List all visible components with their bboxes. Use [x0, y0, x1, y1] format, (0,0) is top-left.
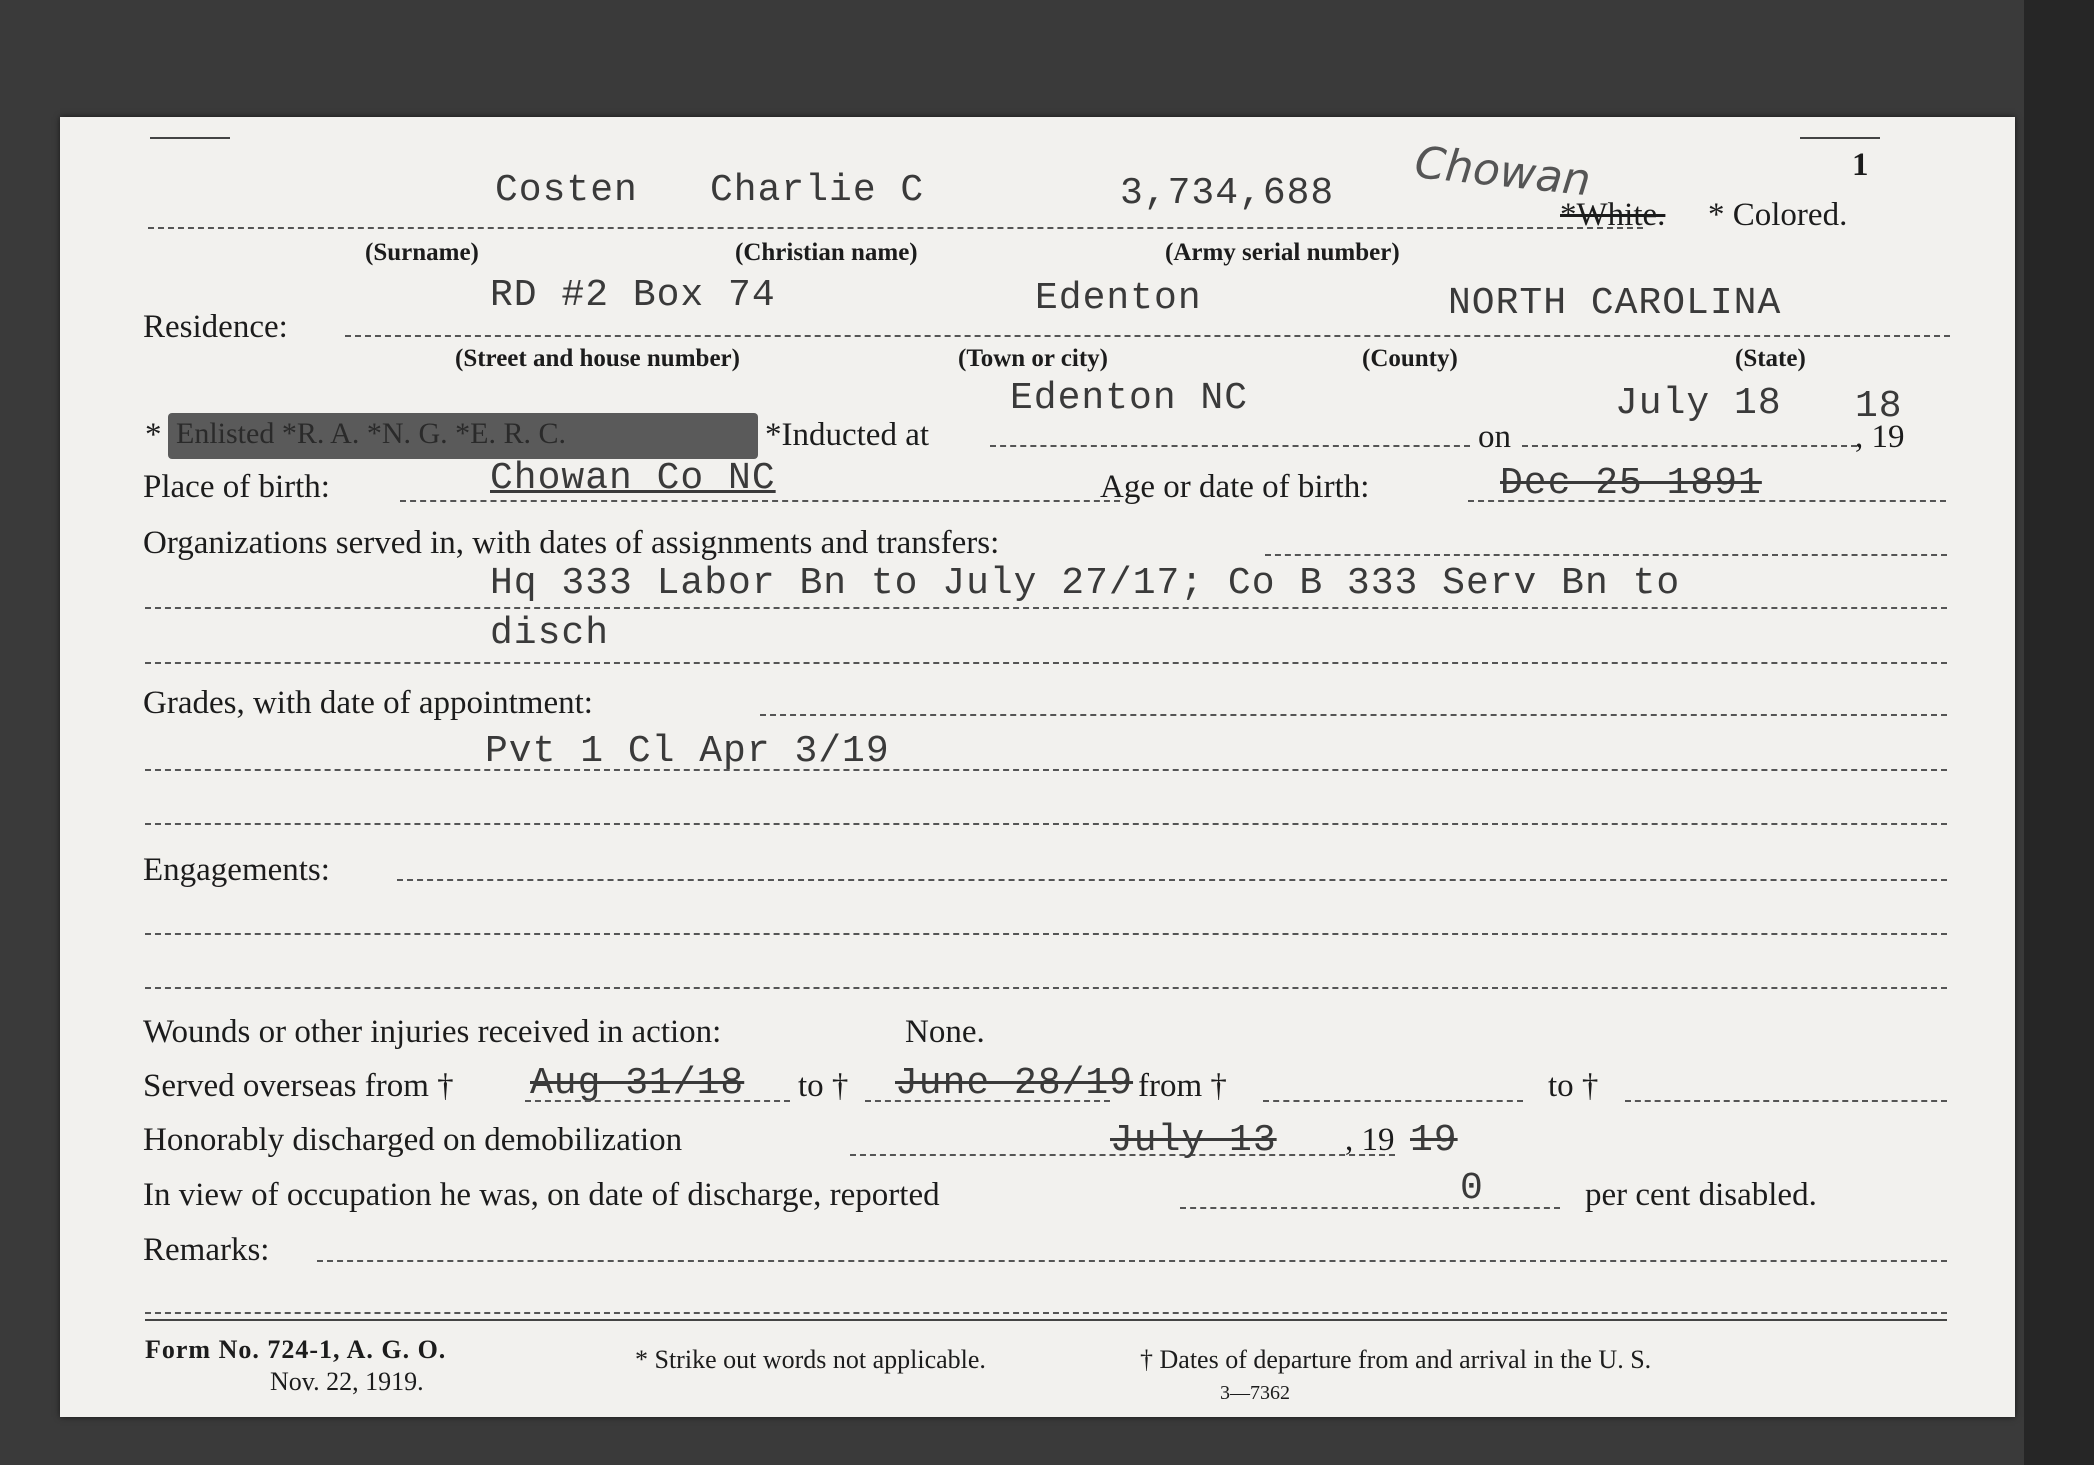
wounds-label: Wounds or other injuries received in action: [143, 1014, 722, 1050]
inducted-year-value: 18 [1855, 385, 1903, 428]
organizations-label-line [1265, 554, 1947, 556]
birth-place-line [400, 500, 1120, 502]
form-number: Form No. 724-1, A. G. O. [145, 1335, 447, 1364]
serial-caption: (Army serial number) [1165, 239, 1400, 266]
race-white-struck: *White. [1560, 197, 1666, 233]
overseas-to-line [865, 1100, 1110, 1102]
name-line [148, 227, 1643, 229]
organizations-line1-rule [145, 607, 1947, 609]
inducted-year-prefix: , 19 [1855, 419, 1905, 455]
disability-suffix: per cent disabled. [1585, 1177, 1817, 1213]
inducted-date-line [1522, 445, 1857, 447]
remarks-line [317, 1260, 1947, 1262]
race-colored: * Colored. [1708, 197, 1848, 233]
inducted-at-line [990, 445, 1470, 447]
footnote-strike: * Strike out words not applicable. [635, 1345, 986, 1374]
organizations-line2: disch [490, 612, 610, 655]
town-caption: (Town or city) [958, 345, 1108, 372]
inducted-at-value: Edenton NC [1010, 377, 1249, 420]
engagements-label: Engagements: [143, 852, 330, 888]
christian-name-value: Charlie C [710, 169, 925, 212]
street-caption: (Street and house number) [455, 345, 740, 372]
grades-label-line [760, 714, 1947, 716]
overseas-from2-label: from † [1138, 1068, 1227, 1104]
disability-value: 0 [1460, 1167, 1484, 1210]
on-label: on [1478, 419, 1511, 455]
remarks-line2 [145, 1312, 1947, 1314]
birth-date-line [1468, 500, 1946, 502]
overseas-to2-label: to † [1548, 1068, 1599, 1104]
handwritten-county-note: Chowan [1412, 137, 1594, 207]
birth-date-value: Dec 25 1891 [1500, 462, 1762, 505]
enlisted-options-struck: Enlisted *R. A. *N. G. *E. R. C. [176, 417, 567, 450]
top-right-rule [1800, 137, 1880, 139]
town-value: Edenton [1035, 277, 1202, 320]
age-label: Age or date of birth: [1100, 469, 1370, 505]
discharge-date-value: July 13 [1110, 1119, 1277, 1162]
top-left-rule [150, 137, 230, 139]
grades-label: Grades, with date of appointment: [143, 685, 593, 721]
state-caption: (State) [1735, 345, 1806, 372]
birth-place-label: Place of birth: [143, 469, 330, 505]
overseas-from-value: Aug 31/18 [530, 1062, 745, 1105]
overseas-from-line [525, 1100, 790, 1102]
scanner-background [2024, 0, 2094, 1465]
wounds-value: None. [905, 1014, 985, 1050]
overseas-to-value: June 28/19 [895, 1062, 1134, 1105]
overseas-from2-line [1263, 1100, 1523, 1102]
form-date: Nov. 22, 1919. [270, 1367, 424, 1396]
organizations-line2-rule [145, 662, 1947, 664]
footer-rule [145, 1319, 1947, 1321]
residence-label: Residence: [143, 309, 288, 345]
engagements-line [397, 879, 1947, 881]
county-caption: (County) [1362, 345, 1458, 372]
serial-number-value: 3,734,688 [1120, 172, 1335, 215]
street-value: RD #2 Box 74 [490, 274, 776, 317]
discharge-year-value: 19 [1410, 1119, 1458, 1162]
discharge-label: Honorably discharged on demobilization [143, 1122, 683, 1158]
overseas-to-label: to † [798, 1068, 849, 1104]
discharge-year-prefix: , 19 [1345, 1122, 1395, 1158]
enlisted-redaction [168, 413, 758, 459]
remarks-label: Remarks: [143, 1232, 270, 1268]
inducted-date-value: July 18 [1615, 382, 1782, 425]
disability-label: In view of occupation he was, on date of discharge, reported [143, 1177, 940, 1213]
organizations-line1: Hq 333 Labor Bn to July 27/17; Co B 333 Serv Bn to [490, 562, 1681, 605]
disability-line [1180, 1207, 1560, 1209]
engagements-line2 [145, 933, 1947, 935]
overseas-to2-line [1625, 1100, 1947, 1102]
engagements-line3 [145, 987, 1947, 989]
print-code: 3—7362 [1220, 1382, 1290, 1404]
service-record-card [60, 117, 2015, 1417]
grades-line [145, 769, 1947, 771]
residence-line [345, 335, 1950, 337]
card-number: 1 [1852, 147, 1869, 183]
organizations-label: Organizations served in, with dates of assignments and transfers: [143, 525, 1000, 561]
surname-value: Costen [495, 169, 638, 212]
state-value: NORTH CAROLINA [1448, 282, 1782, 325]
surname-caption: (Surname) [365, 239, 479, 266]
grades-value: Pvt 1 Cl Apr 3/19 [485, 730, 890, 773]
enlisted-asterisk: * [145, 417, 162, 453]
grades-blank-line [145, 823, 1947, 825]
christian-name-caption: (Christian name) [735, 239, 918, 266]
inducted-label: *Inducted at [765, 417, 930, 453]
birth-place-value: Chowan Co NC [490, 457, 776, 500]
footnote-dates: † Dates of departure from and arrival in the U. S. [1140, 1345, 1652, 1374]
overseas-label: Served overseas from † [143, 1068, 454, 1104]
